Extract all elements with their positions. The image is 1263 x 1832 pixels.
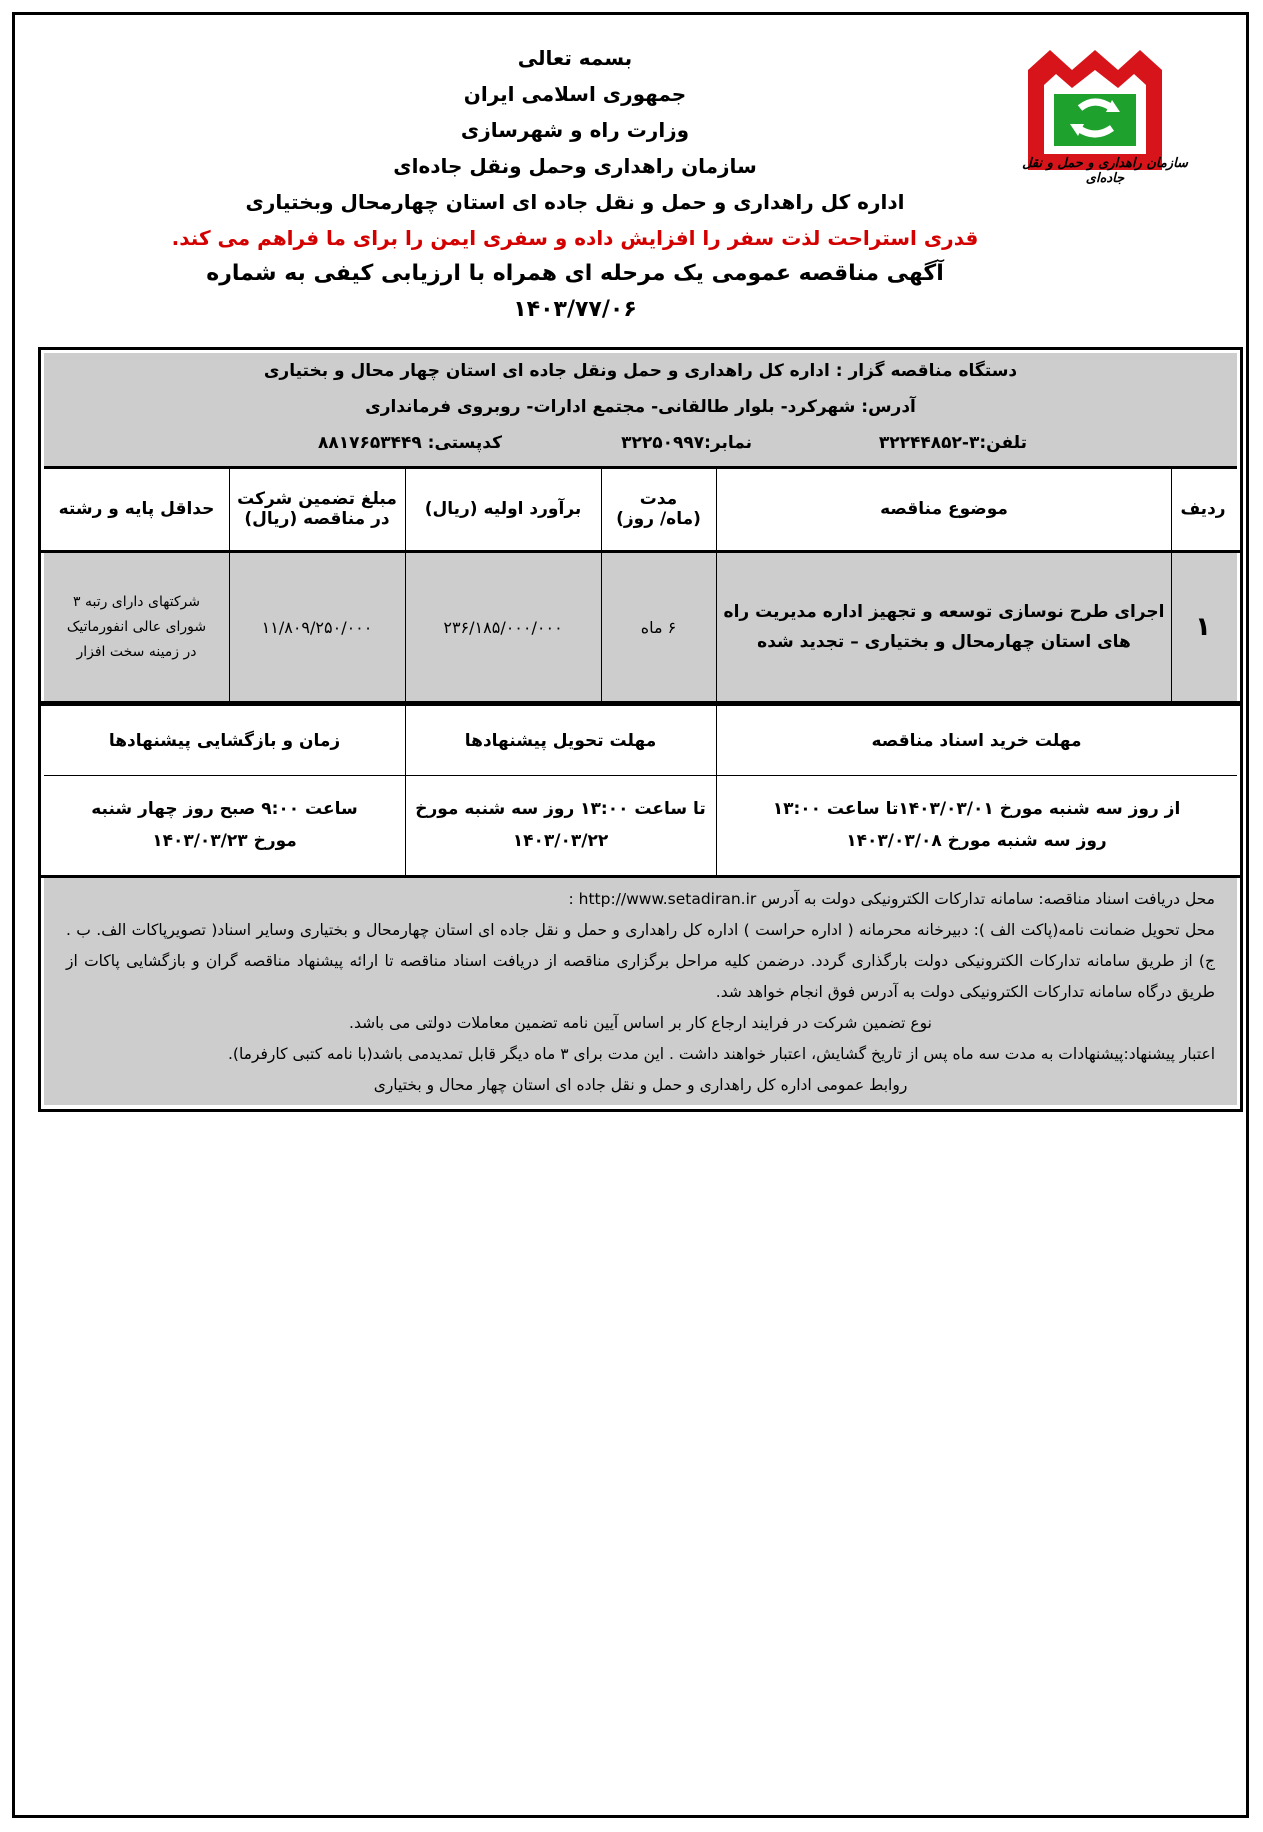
table-line [716, 468, 717, 875]
tender-box [38, 347, 1243, 1112]
table-row-grade-line1: شرکتهای دارای رتبه ۳ [72, 593, 201, 610]
table-line [229, 468, 230, 701]
col-header-duration-line2: (ماه/ روز) [616, 509, 701, 529]
table-line [44, 775, 1237, 776]
organizer-postal-code: کدپستی: ۸۸۱۷۶۵۳۴۴۹ [317, 433, 502, 453]
deadline-delivery-line2: ۱۴۰۳/۰۳/۲۲ [512, 831, 609, 851]
table-row-subject [716, 553, 1172, 701]
organizer-info [44, 353, 1237, 469]
header-country: جمهوری اسلامی ایران [463, 82, 687, 106]
deadline-purchase [716, 775, 1237, 875]
deadline-header-purchase: مهلت خرید اسناد مناقصه [871, 731, 1082, 751]
notes-section [44, 878, 1237, 1105]
logo-caption: سازمان راهداری و حمل و نقل جاده‌ای [1022, 156, 1188, 186]
note-documents-location: محل دریافت اسناد مناقصه: سامانه تدارکات الکترونیکی دولت به آدرس http://www.setadiran.ir : [568, 890, 1215, 908]
organizer-address: آدرس: شهرکرد- بلوار طالقانی- مجتمع ادارات- روبروی فرمانداری [365, 397, 916, 417]
col-header-grade: حداقل پایه و رشته [58, 499, 215, 519]
organizer-name: دستگاه مناقصه گزار : اداره کل راهداری و حمل ونقل جاده ای استان چهار محال و بختیاری [263, 361, 1018, 381]
table-line [1171, 468, 1172, 701]
organizer-phone: تلفن:۳-۳۲۲۴۴۸۵۲ [878, 433, 1027, 453]
table-row-guarantee: ۱۱/۸۰۹/۲۵۰/۰۰۰ [261, 617, 373, 637]
note-public-relations: روابط عمومی اداره کل راهداری و حمل و نقل جاده ای استان چهار محال و بختیاری [373, 1076, 908, 1094]
col-header-subject: موضوع مناقصه [880, 499, 1008, 519]
col-header-guarantee-line2: در مناقصه (ریال) [244, 509, 390, 529]
col-header-row: ردیف [1180, 499, 1226, 519]
note-guarantee-type: نوع تضمین شرکت در فرایند ارجاع کار بر اساس آیین نامه تضمین معاملات دولتی می باشد. [349, 1014, 932, 1032]
col-header-guarantee-line1: مبلغ تضمین شرکت [237, 489, 397, 509]
table-row-grade [44, 553, 229, 701]
table-line [41, 550, 1240, 553]
table-row-duration: ۶ ماه [640, 617, 677, 637]
header-ministry: وزارت راه و شهرسازی [460, 118, 690, 142]
deadline-opening-line1: ساعت ۹:۰۰ صبح روز چهار شنبه [91, 799, 358, 819]
deadline-delivery [405, 775, 716, 875]
col-header-guarantee [229, 468, 405, 550]
organizer-fax: نمابر:۳۲۲۵۰۹۹۷ [621, 433, 752, 453]
header-department: اداره کل راهداری و حمل و نقل جاده ای استان چهارمحال وبختیاری [245, 190, 905, 214]
deadline-delivery-line1: تا ساعت ۱۳:۰۰ روز سه شنبه مورخ [415, 799, 706, 819]
table-line [41, 701, 1240, 706]
table-line [601, 468, 602, 701]
table-row-number: ۱ [1195, 612, 1211, 642]
table-row-grade-line3: در زمینه سخت افزار [76, 643, 197, 660]
deadline-opening [44, 775, 405, 875]
deadline-header-opening: زمان و بازگشایی پیشنهادها [108, 731, 341, 751]
deadline-opening-line2: مورخ ۱۴۰۳/۰۳/۲۳ [152, 831, 297, 851]
note-guarantee-delivery: محل تحویل ضمانت نامه(پاکت الف ): دبیرخانه محرمانه ( اداره حراست ) اداره کل راهداری و حمل و نقل جاده ای استان چهارمحال و بختیاری وسایر اسناد( تصویرپاکات الف. ب . ج) از طریق سامانه تدارکات الکترونیکی دولت بارگذاری گردد. درضمن کلیه مراحل برگزاری مناقصه از دریافت اسناد مناقصه تا ارائه پیشنهاد مناقصه گران و بازگشایی پاکات از طریق درگاه سامانه تدارکات الکترونیکی دولت به آدرس فوق انجام خواهد شد. [66, 921, 1215, 1001]
table-row-subject-line1: اجرای طرح نوسازی توسعه و تجهیز اداره مدیریت راه [723, 602, 1165, 622]
deadline-purchase-line1: از روز سه شنبه مورخ ۱۴۰۳/۰۳/۰۱تا ساعت ۱۳:۰۰ [772, 799, 1181, 819]
table-line [405, 468, 406, 875]
col-header-estimate: برآورد اولیه (ریال) [424, 499, 582, 519]
table-row-grade-line2: شورای عالی انفورماتیک [66, 618, 207, 635]
col-header-duration [601, 468, 716, 550]
table-row-estimate: ۲۳۶/۱۸۵/۰۰۰/۰۰۰ [443, 617, 563, 637]
note-proposal-validity: اعتبار پیشنهاد:پیشنهادات به مدت سه ماه پس از تاریخ گشایش، اعتبار خواهند داشت . این مدت برای ۳ ماه دیگر قابل تمدیدمی باشد(با نامه کتبی کارفرما). [227, 1045, 1215, 1063]
col-header-duration-line1: مدت [639, 489, 678, 509]
header-slogan: قدری استراحت لذت سفر را افزایش داده و سفری ایمن را برای ما فراهم می کند. [171, 226, 979, 250]
deadline-header-delivery: مهلت تحویل پیشنهادها [464, 731, 657, 751]
notice-title: آگهی مناقصه عمومی یک مرحله ای همراه با ارزیابی کیفی به شماره ۱۴۰۳/۷۷/۰۶ [206, 261, 944, 322]
table-row-subject-line2: های استان چهارمحال و بختیاری – تجدید شده [757, 632, 1131, 652]
header [160, 40, 990, 328]
header-bismillah: بسمه تعالی [517, 46, 633, 70]
header-organization: سازمان راهداری وحمل ونقل جاده‌ای [393, 154, 757, 178]
deadline-purchase-line2: روز سه شنبه مورخ ۱۴۰۳/۰۳/۰۸ [846, 831, 1107, 851]
